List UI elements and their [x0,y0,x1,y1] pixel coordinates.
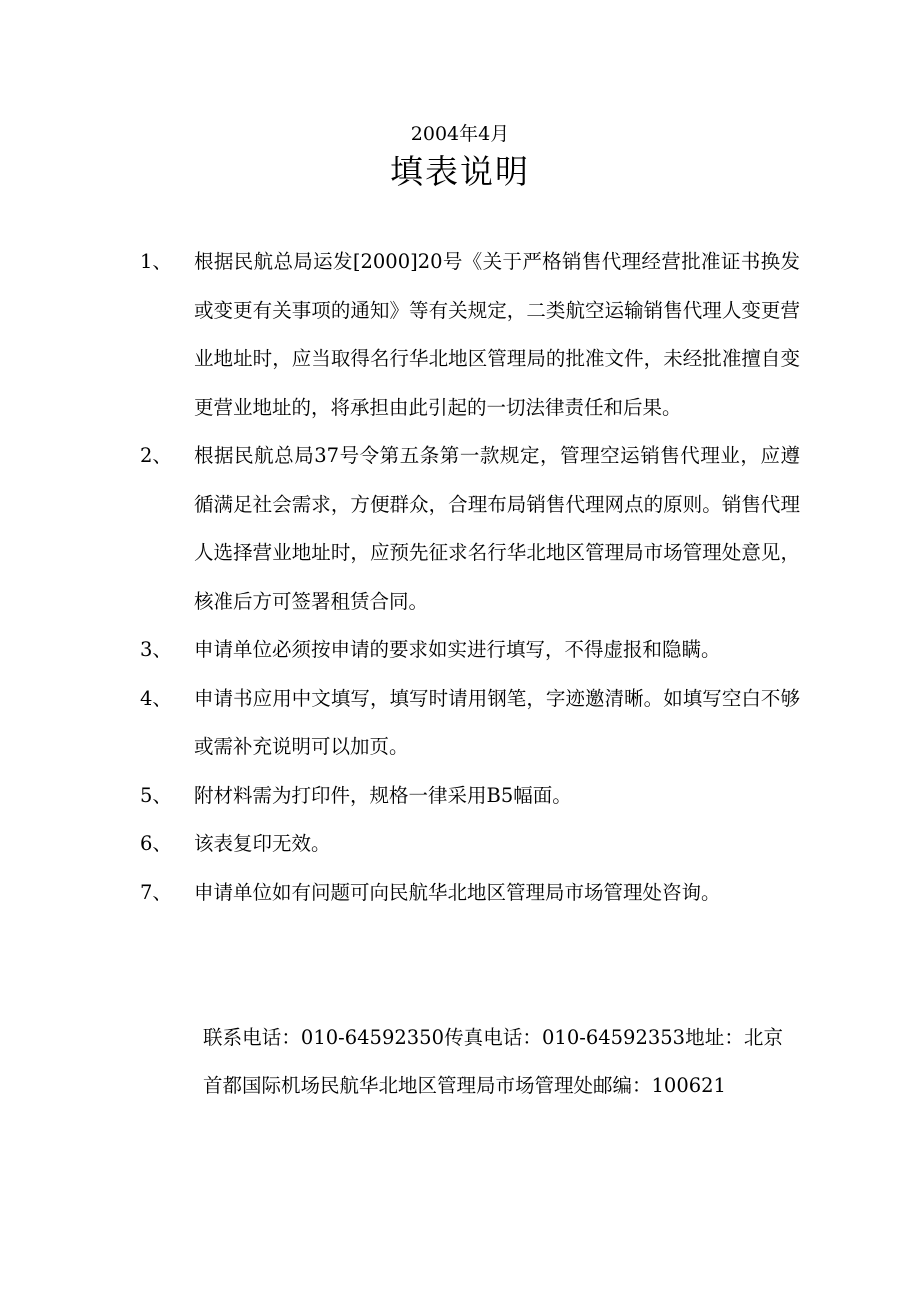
instruction-item-5 [140,772,800,821]
item-number: 2、 [140,444,172,467]
item-text: 申请单位如有问题可向民航华北地区管理局市场管理处咨询。 [194,880,721,904]
item-text: 该表复印无效。 [194,832,331,855]
instruction-item-1 [140,238,800,432]
item-number: 5、 [140,783,172,807]
item-number: 4、 [140,686,172,710]
item-number: 1、 [140,250,172,273]
item-number: 7、 [140,880,172,904]
instruction-item-6 [140,820,800,869]
document-date: 2004年4月 [410,123,510,145]
instruction-item-3 [140,626,800,675]
document-title: 填表说明 [390,152,530,191]
instruction-list [140,238,800,917]
contact-text: 联系电话：010-64592350传真电话：010-64592353地址：北京首都国际机场民航华北地区管理局市场管理处邮编：100621 [203,1026,783,1097]
item-number: 6、 [140,832,172,855]
item-text: 申请单位必须按申请的要求如实进行填写，不得虚报和隐瞒。 [194,638,721,661]
contact-info [203,1014,783,1110]
instruction-item-2 [140,432,800,626]
item-number: 3、 [140,638,172,661]
item-text: 根据民航总局37号令第五条第一款规定，管理空运销售代理业，应遵循满足社会需求，方便群众，合理布局销售代理网点的原则。销售代理人选择营业地址时，应预先征求名行华北地区管理局市场管理处意见，核准后方可签署租赁合同。 [194,444,800,613]
instruction-item-4 [140,675,800,772]
item-text: 附材料需为打印件，规格一律采用B5幅面。 [194,783,572,807]
item-text: 根据民航总局运发[2000]20号《关于严格销售代理经营批准证书换发或变更有关事项的通知》等有关规定，二类航空运输销售代理人变更营业地址时，应当取得名行华北地区管理局的批准文件，未经批准擅自变更营业地址的，将承担由此引起的一切法律责任和后果。 [194,250,800,419]
instruction-item-7 [140,869,800,918]
item-text: 申请书应用中文填写，填写时请用钢笔，字迹邀清晰。如填写空白不够或需补充说明可以加页。 [194,686,800,758]
